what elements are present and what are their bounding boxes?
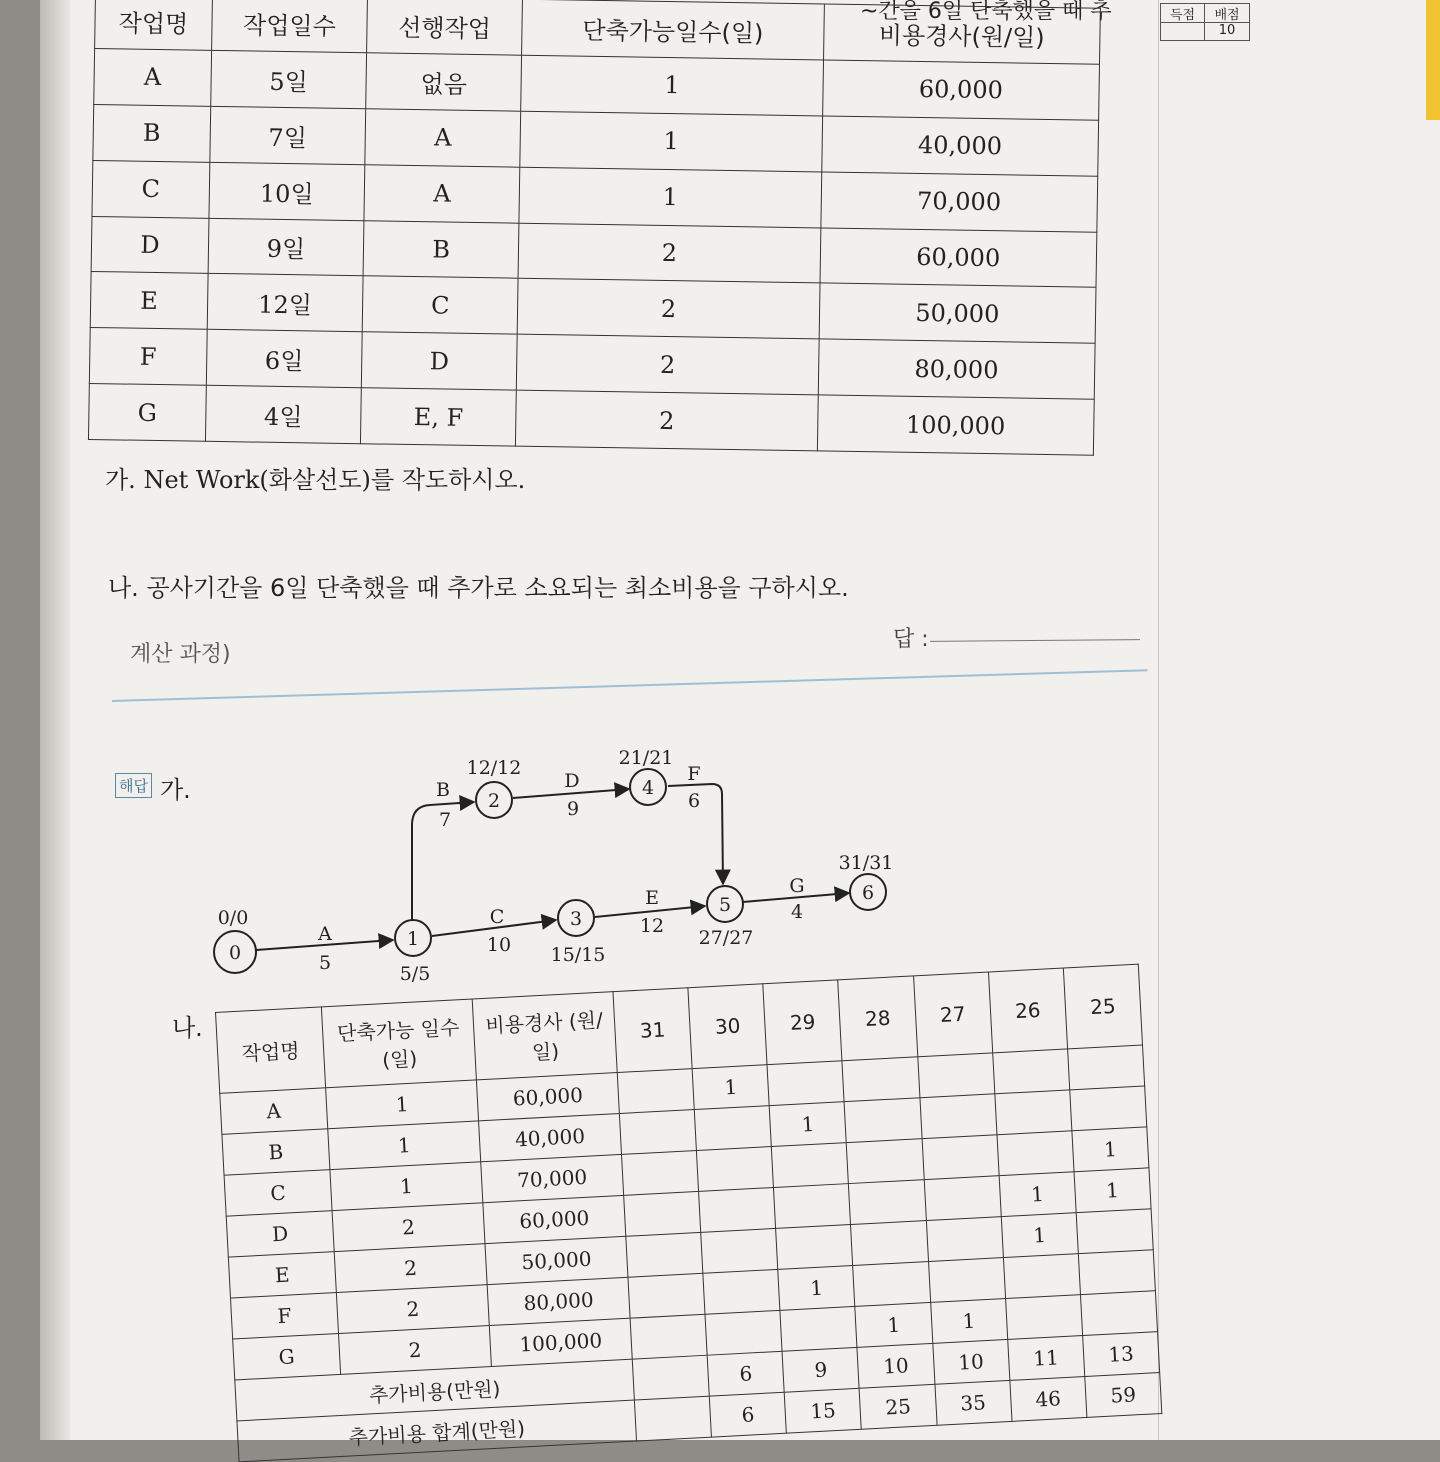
cell [849, 1180, 926, 1225]
header-crash-days: 단축가능 일수(일) [321, 999, 476, 1088]
duration-header: 30 [688, 984, 767, 1069]
cost-slope: 60,000 [483, 1195, 626, 1243]
answer-label: 답 : [893, 627, 929, 652]
cell [626, 1232, 703, 1277]
cost-slope: 100,000 [489, 1318, 632, 1366]
cell: A [94, 48, 212, 106]
task-name: C [224, 1170, 332, 1216]
cell: 13 [1082, 1332, 1159, 1377]
cell [847, 1139, 924, 1184]
cell: 60,000 [822, 60, 1099, 120]
extra-cost-label: 추가비용(만원) [235, 1359, 635, 1421]
node-time: 21/21 [618, 747, 674, 769]
cost-slope: 80,000 [487, 1277, 630, 1325]
cell [622, 1150, 699, 1195]
header-cell: 비용경사(원/일) [823, 4, 1100, 64]
cell: 9일 [208, 218, 364, 276]
cell [1067, 1045, 1144, 1090]
cell: 6일 [206, 330, 362, 388]
cell: 1 [855, 1302, 932, 1347]
cell [997, 1131, 1074, 1176]
activity-duration: 6 [687, 790, 701, 812]
cell [619, 1110, 696, 1155]
cell [1078, 1250, 1155, 1295]
node-time: 31/31 [838, 852, 894, 874]
task-name: G [233, 1333, 341, 1379]
activity-duration: 10 [486, 934, 512, 956]
header-cell: 작업일수 [211, 0, 367, 53]
node-time: 15/15 [550, 944, 606, 966]
activity-duration: 7 [438, 809, 452, 831]
cell: B [93, 104, 211, 162]
activity-duration: 4 [790, 901, 804, 923]
cell: 1 [520, 111, 822, 172]
cut-off-question-text: ~간을 6일 단축했을 때 추 [860, 0, 1112, 24]
cost-slope: 40,000 [479, 1113, 622, 1161]
solution-table [215, 964, 1160, 1450]
cost-slope: 70,000 [481, 1154, 624, 1202]
cell: 35 [935, 1380, 1012, 1425]
cell [699, 1187, 776, 1232]
activity-duration: 12 [639, 915, 665, 937]
node-id: 1 [406, 928, 420, 950]
cell: 2 [516, 390, 818, 451]
duration-header: 25 [1063, 964, 1142, 1049]
cell [1070, 1086, 1147, 1131]
cell: 1 [778, 1265, 855, 1310]
activity-name: B [436, 779, 450, 801]
cell: 2 [517, 334, 819, 395]
header-cost-slope: 비용경사 (원/일) [472, 992, 617, 1080]
crash-days: 2 [334, 1244, 487, 1293]
header-task: 작업명 [216, 1007, 326, 1093]
cell [694, 1106, 771, 1151]
node-id: 2 [487, 790, 501, 812]
crash-days: 2 [332, 1203, 485, 1252]
cell [1076, 1209, 1153, 1254]
header-cell: 선행작업 [367, 0, 523, 55]
cell: 1 [769, 1102, 846, 1147]
activity-name: F [687, 763, 701, 785]
cost-slope: 60,000 [476, 1073, 619, 1121]
question-min-cost: 나. 공사기간을 6일 단축했을 때 추가로 소요되는 최소비용을 구하시오. [108, 574, 849, 602]
cell: 4일 [205, 385, 361, 443]
node-time: 5/5 [399, 963, 431, 985]
cell: E [90, 272, 208, 330]
cell: 7일 [210, 106, 366, 164]
cell: 9 [782, 1347, 859, 1392]
cell [920, 1094, 997, 1139]
question-network: 가. Net Work(화살선도)를 작도하시오. [105, 466, 526, 494]
crash-days: 1 [330, 1162, 483, 1211]
cell: 50,000 [819, 283, 1096, 343]
cell: 1 [519, 167, 821, 228]
cell [697, 1147, 774, 1192]
cell: 1 [930, 1299, 1007, 1344]
solution-part-ga: 가. [160, 776, 191, 804]
cell: 1 [999, 1172, 1076, 1217]
cell: A [365, 109, 521, 167]
cell: 60,000 [820, 227, 1097, 287]
cell: 1 [521, 55, 823, 116]
cell [995, 1090, 1072, 1135]
crash-days: 2 [338, 1326, 491, 1375]
duration-header: 29 [763, 980, 842, 1065]
cell: 10일 [209, 162, 365, 220]
duration-header: 27 [913, 972, 992, 1057]
cell: 12일 [207, 274, 363, 332]
cell [1080, 1291, 1157, 1336]
cell [924, 1176, 1001, 1221]
cell: 없음 [366, 53, 522, 111]
task-name: F [230, 1293, 338, 1339]
cell: 46 [1010, 1376, 1087, 1421]
node-time: 0/0 [217, 907, 249, 929]
cell [772, 1143, 849, 1188]
task-name: B [222, 1129, 330, 1175]
cell: 1 [1001, 1213, 1078, 1258]
cell: B [363, 220, 519, 278]
cell: 1 [1074, 1168, 1151, 1213]
cell [1003, 1254, 1080, 1299]
cell: 1 [692, 1065, 769, 1110]
node-id: 4 [641, 777, 655, 799]
cell: 15 [784, 1388, 861, 1433]
activity-name: C [489, 906, 505, 928]
cell: C [362, 276, 518, 334]
activity-name: E [645, 887, 659, 909]
task-name: E [228, 1252, 336, 1298]
cell: 70,000 [821, 172, 1098, 232]
cell [630, 1314, 707, 1359]
activity-name: G [789, 875, 805, 897]
cell [705, 1310, 782, 1355]
cell [1005, 1295, 1082, 1340]
node-time: 27/27 [698, 927, 754, 949]
points-header: 배점 [1205, 4, 1249, 23]
cost-slope: 50,000 [485, 1236, 628, 1284]
cell [928, 1258, 1005, 1303]
cell [844, 1098, 921, 1143]
cell: 5일 [211, 50, 367, 108]
cell [917, 1053, 994, 1098]
cell [842, 1057, 919, 1102]
cell [767, 1061, 844, 1106]
solution-tag: 해답 [115, 773, 152, 798]
node-id: 6 [861, 882, 875, 904]
cell [776, 1225, 853, 1270]
cell [634, 1396, 711, 1441]
cell [632, 1355, 709, 1400]
crash-days: 1 [328, 1121, 481, 1170]
cell: C [92, 160, 210, 218]
crash-days: 2 [336, 1285, 489, 1334]
activity-name: D [564, 770, 580, 792]
cell [853, 1262, 930, 1307]
calc-label: 계산 과정) [130, 642, 231, 667]
cell: 80,000 [818, 339, 1095, 399]
activity-name: A [318, 923, 332, 945]
cell [624, 1191, 701, 1236]
cell [922, 1135, 999, 1180]
duration-header: 31 [613, 988, 692, 1073]
cell: 59 [1085, 1373, 1162, 1418]
cell [851, 1221, 928, 1266]
points-value: 10 [1218, 23, 1236, 38]
score-header: 득점 [1161, 4, 1205, 23]
cell: 10 [932, 1339, 1009, 1384]
total-cost-label: 추가비용 합계(만원) [237, 1400, 637, 1462]
node-time: 12/12 [466, 757, 522, 779]
cell: 6 [709, 1392, 786, 1437]
cell: A [364, 164, 520, 222]
node-id: 0 [228, 942, 242, 964]
duration-header: 28 [838, 976, 917, 1061]
cell: F [89, 328, 207, 386]
cell: D [361, 332, 517, 390]
cell: D [91, 216, 209, 274]
cell: 40,000 [821, 116, 1098, 176]
cell [780, 1306, 857, 1351]
task-name: A [220, 1088, 328, 1134]
cell: G [88, 384, 206, 442]
cell: 1 [1072, 1127, 1149, 1172]
cell [701, 1228, 778, 1273]
activity-duration: 5 [318, 952, 332, 974]
crash-days: 1 [326, 1080, 479, 1129]
header-cell: 단축가능일수(일) [522, 0, 824, 60]
cell [992, 1049, 1069, 1094]
cell: 2 [518, 223, 820, 284]
cell: 100,000 [817, 395, 1094, 455]
cell [703, 1269, 780, 1314]
cell: 10 [857, 1343, 934, 1388]
cell: E, F [360, 388, 516, 446]
node-id: 5 [718, 894, 732, 916]
cell [628, 1273, 705, 1318]
cell: 6 [707, 1351, 784, 1396]
task-name: D [226, 1211, 334, 1257]
solution-part-na: 나. [172, 1014, 203, 1042]
cell: 2 [517, 279, 819, 340]
duration-header: 26 [988, 968, 1067, 1053]
cell [774, 1184, 851, 1229]
cell [617, 1069, 694, 1114]
cell: 25 [859, 1384, 936, 1429]
cell: 11 [1007, 1336, 1084, 1381]
header-cell: 작업명 [95, 0, 213, 50]
cell [926, 1217, 1003, 1262]
activity-duration: 9 [566, 798, 580, 820]
node-id: 3 [569, 908, 583, 930]
